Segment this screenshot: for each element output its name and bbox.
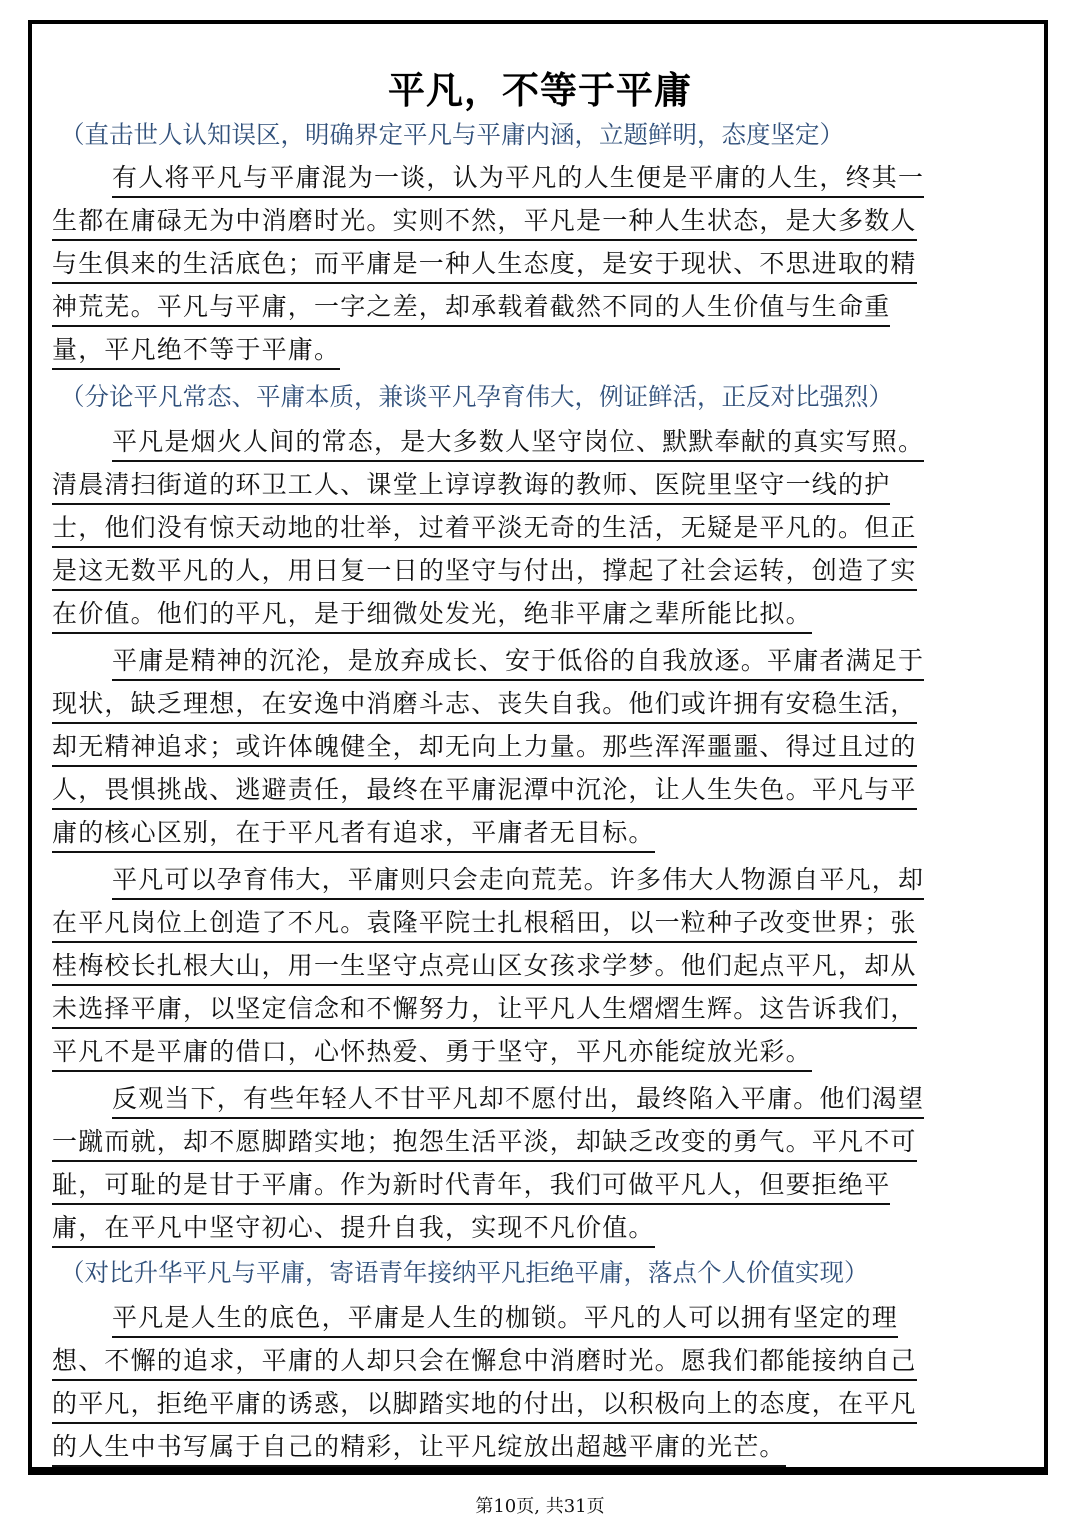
text-line: 桂梅校长扎根大山，用一生坚守点亮山区女孩求学梦。他们起点平凡，却从 [52,946,917,982]
text-line: 平凡是烟火人间的常态，是大多数人坚守岗位、默默奉献的真实写照。 [112,422,924,458]
text-line: 是这无数平凡的人，用日复一日的坚守与付出，撑起了社会运转，创造了实 [52,551,917,587]
annotation-note: （分论平凡常态、平庸本质，兼谈平凡孕育伟大，例证鲜活，正反对比强烈） [60,382,893,411]
text-line: 庸的核心区别，在于平凡者有追求，平庸者无目标。 [52,813,655,849]
text-line: 未选择平庸，以坚定信念和不懈努力，让平凡人生熠熠生辉。这告诉我们， [52,989,917,1025]
annotation-note: （对比升华平凡与平庸，寄语青年接纳平凡拒绝平庸，落点个人价值实现） [60,1258,869,1287]
text-line: 有人将平凡与平庸混为一谈，认为平凡的人生便是平庸的人生，终其一 [112,158,924,194]
text-line: 庸，在平凡中坚守初心、提升自我，实现不凡价值。 [52,1208,655,1244]
text-line: 清晨清扫街道的环卫工人、课堂上谆谆教诲的教师、医院里坚守一线的护 [52,465,890,501]
text-line: 与生俱来的生活底色；而平庸是一种人生态度，是安于现状、不思进取的精 [52,244,917,280]
annotation-note: （直击世人认知误区，明确界定平凡与平庸内涵，立题鲜明，态度坚定） [60,120,844,149]
page-title: 平凡，不等于平庸 [388,69,692,112]
text-line: 却无精神追求；或许体魄健全，却无向上力量。那些浑浑噩噩、得过且过的 [52,727,917,763]
text-line: 生都在庸碌无为中消磨时光。实则不然，平凡是一种人生状态，是大多数人 [52,201,917,237]
text-line: 士，他们没有惊天动地的壮举，过着平淡无奇的生活，无疑是平凡的。但正 [52,508,917,544]
text-line: 在价值。他们的平凡，是于细微处发光，绝非平庸之辈所能比拟。 [52,594,812,630]
text-line: 一蹴而就，却不愿脚踏实地；抱怨生活平淡，却缺乏改变的勇气。平凡不可 [52,1122,917,1158]
text-line: 量，平凡绝不等于平庸。 [52,330,340,366]
text-line: 的平凡，拒绝平庸的诱惑，以脚踏实地的付出，以积极向上的态度，在平凡 [52,1384,917,1420]
text-line: 平凡可以孕育伟大，平庸则只会走向荒芜。许多伟大人物源自平凡，却 [112,860,924,896]
text-line: 人，畏惧挑战、逃避责任，最终在平庸泥潭中沉沦，让人生失色。平凡与平 [52,770,917,806]
text-line: 想、不懈的追求，平庸的人却只会在懈怠中消磨时光。愿我们都能接纳自己 [52,1341,917,1377]
text-line: 神荒芜。平凡与平庸，一字之差，却承载着截然不同的人生价值与生命重 [52,287,890,323]
text-line: 的人生中书写属于自己的精彩，让平凡绽放出超越平庸的光芒。 [52,1427,786,1463]
text-line: 现状，缺乏理想，在安逸中消磨斗志、丧失自我。他们或许拥有安稳生活， [52,684,917,720]
page-number: 第10页, 共31页 [475,1496,605,1517]
text-line: 耻，可耻的是甘于平庸。作为新时代青年，我们可做平凡人，但要拒绝平 [52,1165,890,1201]
text-line: 反观当下，有些年轻人不甘平凡却不愿付出，最终陷入平庸。他们渴望 [112,1079,924,1115]
text-line: 平凡是人生的底色，平庸是人生的枷锁。平凡的人可以拥有坚定的理 [112,1298,898,1334]
text-line: 在平凡岗位上创造了不凡。袁隆平院士扎根稻田，以一粒种子改变世界；张 [52,903,917,939]
text-line: 平凡不是平庸的借口，心怀热爱、勇于坚守，平凡亦能绽放光彩。 [52,1032,812,1068]
text-line: 平庸是精神的沉沦，是放弃成长、安于低俗的自我放逐。平庸者满足于 [112,641,924,677]
